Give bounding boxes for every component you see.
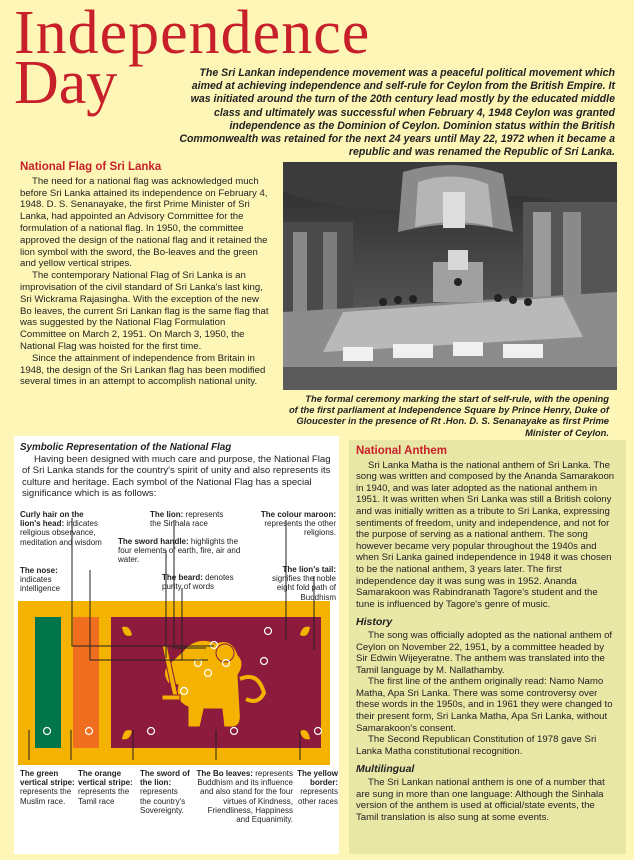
intro-paragraph: The Sri Lankan independence movement was a peaceful political movement which aimed at achieving independence and self-rule for Ceylon from the British Empire. It was initiated around the turn of the 20th century lead mostly by the educated middle class and ultimately was successful when February 4, 1948 Ceylon was granted independence as the Dominion of Ceylon. Dominion status within the British Commonwealth was retained for the next 24 years until May 22, 1972 when it became a republic and was renamed the Republic of Sri Lanka. — [179, 67, 615, 159]
anthem-paragraph: Sri Lanka Matha is the national anthem of Sri Lanka. The song was written and composed by the Ananda Samarakoon in 1940, and was later adopted as the national anthem in 1951. It was written when Sri Lanka was still a British colony and was initially written as a tribute to Sri Lanka, expressing sentiments of freedom, unity and independence, and not for the purpose of serving as a national anthem. The song however became very popular throughout the 1940s and when Sri Lanka gained independence in 1948 it was chosen to be the national anthem, 3 years later. The first independence day it was sung was in 1952. Ananda Samarakoon was Rabindranath Tagore's student and the tune is influenced by Tagore's genre of music. — [356, 459, 615, 610]
label-yellow-border: The yellow border: represents other races — [297, 769, 338, 806]
flag-paragraph: The need for a national flag was acknowledged much before Sri Lanka attained its independence on February 4, 1948. D. S. Senanayake, the first Prime Minister of Sri Lanka, had appointed an Advisory Committee for the formulation of a national flag. In 1950, the committee approved the design of the national flag and it retained the lion symbol with the sword, the Bo-leaves and the green and yellow vertical stripes. — [20, 175, 268, 270]
history-paragraph: The Second Republican Constitution of 1978 gave Sri Lanka Matha constitutional recognition. — [356, 734, 597, 757]
multilingual-heading: Multilingual — [356, 763, 415, 776]
label-lion-tail: The lion's tail: signifies the noble eight fold path of Buddhism — [271, 565, 336, 602]
label-orange-stripe: The orange vertical stripe: represents the Tamil race — [78, 769, 133, 806]
history-heading: History — [356, 616, 393, 629]
flag-section-heading: National Flag of Sri Lanka — [20, 161, 162, 173]
parliament-photo — [283, 162, 617, 390]
anthem-heading: National Anthem — [356, 445, 447, 457]
label-sword: The sword of the lion: represents the country's Sovereignty. — [140, 769, 190, 815]
label-bo-leaves: The Bo leaves: represents Buddhism and its influence and also stand for the four virtues of Kindness, Friendliness, Happiness and Equanimity. — [196, 769, 293, 825]
parliament-photo-graphic — [283, 162, 617, 390]
label-colour-maroon: The colour maroon: represents the other religions. — [260, 510, 336, 538]
multilingual-paragraph: The Sri Lankan national anthem is one of a number that are sung in more than one language: Although the Sinhala version of the anthem is used at official/state events, the Tamil translation is also sung at some events. — [356, 777, 605, 823]
label-nose: The nose: indicates intelligence — [20, 566, 61, 594]
photo-caption: The formal ceremony marking the start of self-rule, with the opening of the first parliament at Independence Square by Prince Henry, Duke of Gloucester in the presence of Rt .Hon. D. S. Senanayake as first Prime Minister of Ceylon. — [288, 393, 609, 438]
flag-history-section — [20, 162, 272, 388]
title-line-1: Independence — [14, 0, 371, 67]
label-curly-hair: Curly hair on the lion's head: indicates religious observance, meditation and wisdom — [20, 510, 102, 547]
symbolic-intro: Having been designed with much care and purpose, the National Flag of Sri Lanka stands for the country's spirit of unity and also represents its culture and heritage. Each symbol of the National Flag has a special significance which is as follows: — [22, 454, 331, 500]
flag-paragraph: The contemporary National Flag of Sri Lanka is an improvisation of the civil standard of Sri Lanka's last king, Sri Wickrama Rajasingha. With the exception of the new Bo leaves, the current Sri Lankan flag is the same flag that was suggested by the National Flag Formulation Committee on March 2, 1951. On March 3, 1950, the National Flag was hoisted for the first time. — [20, 270, 269, 352]
label-beard: The beard: denotes purity of words — [162, 573, 234, 592]
flag-paragraph: Since the attainment of independence from Britain in 1948, the design of the Sri Lankan flag has been modified several times in an attempt to accomplish national unity. — [20, 352, 266, 388]
history-paragraph: The song was officially adopted as the national anthem of Ceylon on November 22, 1951, by a committee headed by Sir Edwin Wijeyeratne. The anthem was translated into the Tamil language by M. Nallathamby. — [356, 629, 613, 676]
history-paragraph: The first line of the anthem originally read: Namo Namo Matha, Apa Sri Lanka. There was some controversy over these words in the 1950s, and in 1961 they were changed to their present form, Sri Lanka Matha, Apa Sri Lanka, without Samarakoon's consent. — [356, 676, 613, 734]
label-lion: The lion: represents the Sinhala race — [150, 510, 224, 529]
label-green-stripe: The green vertical stripe: represents the Muslim race. — [20, 769, 75, 806]
symbolic-heading: Symbolic Representation of the National Flag — [20, 442, 232, 453]
anthem-panel — [349, 440, 626, 854]
title-line-2: Day — [14, 49, 118, 117]
label-sword-handle: The sword handle: highlights the four elements of earth, fire, air and water. — [118, 537, 241, 565]
